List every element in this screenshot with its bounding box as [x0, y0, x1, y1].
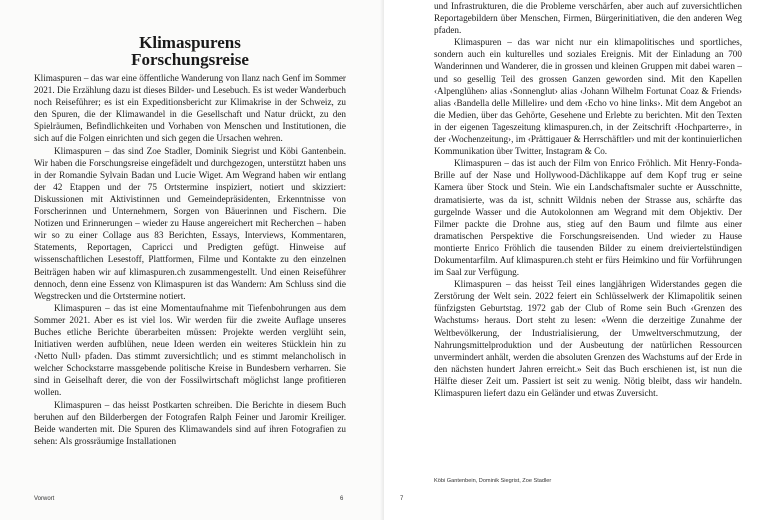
left-text-column [34, 34, 346, 447]
paragraph: Klimaspuren – das war eine öffentliche Wanderung von Ilanz nach Genf im Sommer 2021. Die Erzählung dazu ist dieses Bilder- und Lesebuch. Es ist weder Wanderbuch noch Reiseführer; es ist ein Expeditionsbericht zur Klimakrise in der Schweiz, zu den Spuren, die der Klimawandel in die Gesellschaft und Natur drückt, zu den Spielräumen, Befindlichkeiten und Vorhaben von Menschen und Institutionen, die sich auf die Folgen einrichten und sich gegen die Ursachen wehren. [34, 73, 346, 144]
paragraph: Klimaspuren – das heisst Teil eines langjährigen Widerstandes gegen die Zerstörung der Welt sein. 2022 feiert ein Schlüsselwerk der Klimapolitik seinen fünfzigsten Geburtstag. 1972 gab der Club of Rome sein Buch ‹Grenzen des Wachstums› heraus. Dort steht zu lesen: «Wenn die derzeitige Zunahme der Weltbevölkerung, der Industrialisierung, der Umweltverschmutzung, der Nahrungsmittelproduktion und der Ausbeutung der natürlichen Ressourcen unvermindert anhält, werden die absoluten Grenzen des Wachstums auf der Erde in den nächsten hundert Jahren erreicht.» Seit das Buch erschienen ist, ist nun die Hälfte dieser Zeit um. Passiert ist seit zu wenig. Nötig bleibt, dass wir handeln. Klimaspuren liefert dazu ein Geländer und etwas Zuversicht. [434, 279, 742, 398]
paragraph: Klimaspuren – das ist eine Momentaufnahme mit Tiefenbohrungen aus dem Sommer 2021. Aber es ist viel los. Wir werden für die zweite Auflage unseres Buches etliche Berichte überarbeiten müssen: Projekte werden verglüht sein, Initiativen werden aufblühen, neue Ideen werden ein weiteres Stücklein hin zu ‹Netto Null› pfaden. Das stimmt zuversichtlich; und es stimmt melancholisch in welcher Schockstarre massgebende politische Kreise in Bundesbern verharren. Sie sind in Geiselhaft derer, die von der Fossilwirtschaft möglichst lange profitieren wollen. [34, 302, 346, 398]
paragraph: Klimaspuren – das sind Zoe Stadler, Dominik Siegrist und Köbi Gantenbein. Wir haben die Forschungsreise eingefädelt und durchgezogen, unterstützt haben uns in der Romandie Sylvain Badan und Lucie Wiget. Am Wegrand haben wir entlang der 42 Etappen und der 75 Ortstermine inspiziert, notiert und skizziert: Diskussionen mit Aktivistinnen und Gemeindepräsidenten, Erkenntnisse von Forscherinnen und Unternehmern, Sorgen von Bäuerinnen und Fischern. Die Notizen und Erinnerungen – wieder zu Hause angereichert mit Recherchen – haben wir so zu einer Collage aus 83 Berichten, Essays, Interviews, Kommentaren, Statements, Reportagen, Capricci und Predigten gefügt. Hinweise auf wissenschaftlichen Lesestoff, Plattformen, Filme und Kontakte zu den einzelnen Beiträgen haben wir auf klimaspuren.ch zusammengestellt. Und einen Reiseführer dennoch, denn eine Essenz von Klimaspuren ist das Wandern: Am Schluss sind die Wegstrecken und die Ortstermine notiert. [34, 145, 346, 301]
paragraph: Klimaspuren – das heisst Postkarten schreiben. Die Berichte in diesem Buch beruhen auf den Bilderbergen der Fotografen Ralph Feiner und Jaromir Kreiliger. Beide wanderten mit. Die Spuren des Klimawandels sind auf ihren Fotografien zu sehen: Als grossräumige Installationen [34, 399, 346, 446]
paragraph: Klimaspuren – das ist auch der Film von Enrico Fröhlich. Mit Henry-Fonda-Brille auf der Nase und Hollywood-Dächlikappe auf dem Kopf trug er seine Kamera über Stock und Stein. Wie ein Landschaftsmaler suchte er Ausschnitte, dramatisierte, was da ist, schnitt Wildnis neben der Strasse aus, schärfte das gurgelnde Wasser und die Autokolonnen am Wegrand mit dem Objektiv. Der Filmer packte die Drohne aus, stieg auf den Baum und filmte aus einer dramatischen Perspektive die Forschungsreisenden. Und wieder zu Hause montierte Enrico Fröhlich die tausenden Bilder zu einem dreiviertelstündigen Dokumentarfilm. Auf klimaspuren.ch steht er fürs Heimkino und für Vorführungen im Saal zur Verfügung. [434, 158, 742, 278]
right-text-column [434, 0, 742, 399]
chapter-title [34, 34, 346, 68]
chapter-title-line-1: Klimaspurens [139, 33, 241, 52]
author-signature: Köbi Gantenbein, Dominik Siegrist, Zoe Stadler [434, 478, 552, 484]
chapter-title-line-2: Forschungsreise [131, 50, 249, 69]
page-number-left: 6 [340, 496, 344, 502]
running-footer-section: Vorwort [34, 496, 55, 502]
page-number-right: 7 [400, 496, 404, 502]
paragraph: und Infrastrukturen, die die Probleme verschärfen, aber auch auf zuversichtlichen Reportagebildern über Menschen, Firmen, Bürgerinitiativen, die den anderen Weg pfaden. [434, 1, 742, 36]
right-page [384, 0, 768, 520]
paragraph: Klimaspuren – das war nicht nur ein klimapolitisches und sportliches, sondern auch ein kulturelles und soziales Ereignis. Mit der Einladung an 700 Wanderinnen und Wanderer, die in grossen und kleinen Gruppen mit dabei waren – und so gesellig Teil des grossen Ganzen geworden sind. Mit den Kapellen ‹Alpenglühen› alias ‹Sonnenglut› alias ‹Johann Wilhelm Fortunat Coaz & Friends› alias ‹Bandella delle Millelire› und dem ‹Echo vo hine links›. Mit dem Angebot an die Medien, über das Gehörte, Gesehene und Erlebte zu berichten. Mit den Texten in der eigenen Tageszeitung klimaspuren.ch, in der Zeitschrift ‹Hochparterre›, in der ‹Wochenzeitung›, im ‹Prättigauer & Herrschäftler› und mit der kontinuierlichen Kommunikation über Twitter, Instagram & Co. [434, 37, 742, 157]
